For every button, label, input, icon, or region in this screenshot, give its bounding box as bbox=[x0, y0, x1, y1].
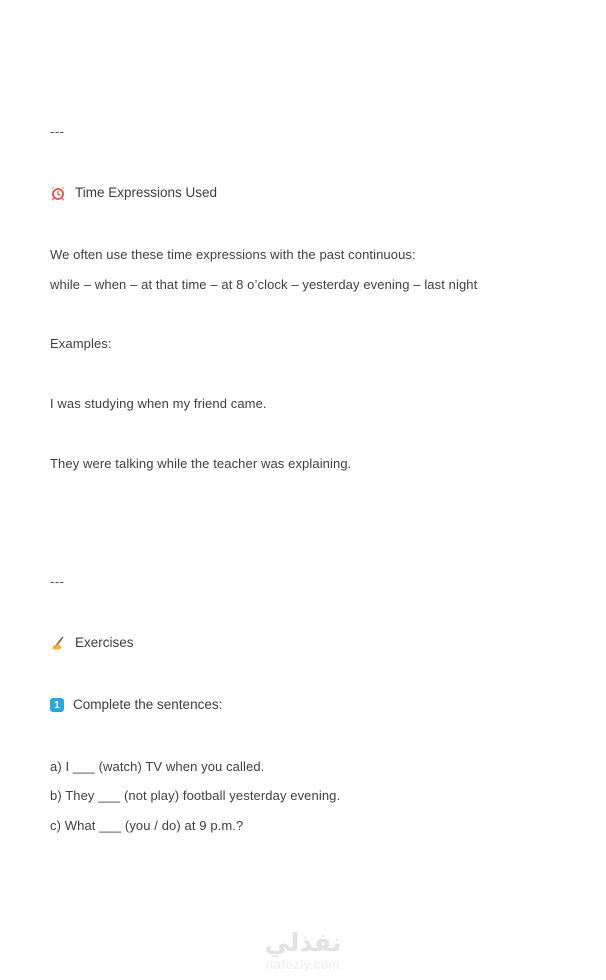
exercise-item-b: b) They ___ (not play) football yesterday evening. bbox=[50, 788, 341, 803]
example-sentence-1: I was studying when my friend came. bbox=[50, 396, 267, 411]
alarm-clock-icon bbox=[50, 185, 66, 201]
time-expressions-intro: We often use these time expressions with the past continuous: bbox=[50, 247, 416, 262]
exercise-item-c: c) What ___ (you / do) at 9 p.m.? bbox=[50, 818, 244, 833]
separator-mid: --- bbox=[50, 574, 65, 589]
exercises-title: Exercises bbox=[75, 635, 134, 650]
watermark-logo: نفذلي bbox=[264, 928, 342, 957]
writing-hand-icon bbox=[50, 635, 66, 651]
task1-label: Complete the sentences: bbox=[73, 697, 223, 712]
time-expressions-heading bbox=[50, 185, 217, 201]
exercises-heading bbox=[50, 635, 134, 651]
keycap-1-icon: 1 bbox=[50, 698, 64, 712]
time-expressions-title: Time Expressions Used bbox=[75, 185, 218, 200]
example-sentence-2: They were talking while the teacher was explaining. bbox=[50, 456, 352, 471]
exercise-item-a: a) I ___ (watch) TV when you called. bbox=[50, 759, 265, 774]
examples-label: Examples: bbox=[50, 336, 112, 351]
task1-heading bbox=[50, 697, 222, 713]
time-expressions-list: while – when – at that time – at 8 o’clock – yesterday evening – last night bbox=[50, 277, 478, 292]
watermark-site-url: nafezly.com bbox=[266, 957, 340, 972]
separator-top: --- bbox=[50, 124, 65, 139]
